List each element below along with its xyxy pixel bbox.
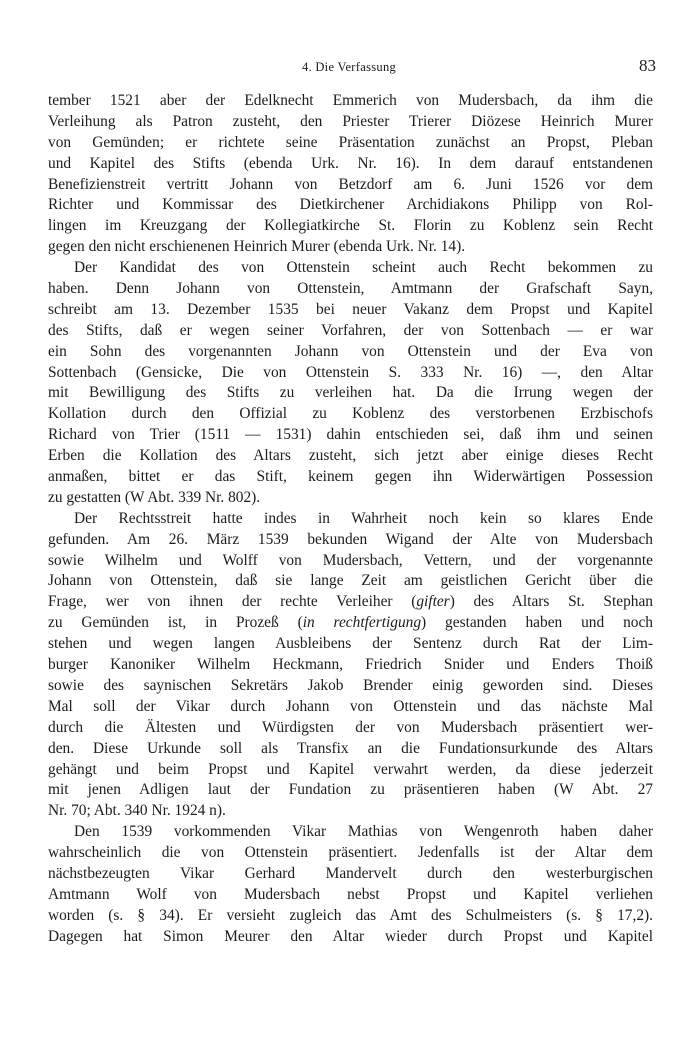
text-line: Sottenbach (Gensicke, Die von Ottenstein S. 333 Nr. 16) —, den Altar — [48, 363, 653, 381]
text-line: des Stifts, daß er wegen seiner Vorfahren, der von Sottenbach — er war — [48, 321, 653, 339]
text-line: Frage, wer von ihnen der rechte Verleiher (gifter) des Altars St. Stephan — [48, 593, 653, 611]
body-text — [48, 91, 653, 948]
text-line: ein Sohn des vorgenannten Johann von Ottenstein und der Eva von — [48, 342, 653, 360]
text-line: Richter und Kommissar des Dietkirchener Archidiakons Philipp von Rol- — [48, 196, 653, 214]
text-line: schreibt am 13. Dezember 1535 bei neuer Vakanz dem Propst und Kapitel — [48, 300, 653, 318]
text-line: Der Kandidat des von Ottenstein scheint auch Recht bekommen zu — [74, 259, 653, 277]
text-line: durch die Ältesten und Würdigsten der von Mudersbach präsentiert wer- — [48, 718, 653, 736]
text-line: sowie Wilhelm und Wolff von Mudersbach, Vettern, und der vorgenannte — [48, 551, 653, 569]
text-line: gehängt und beim Propst und Kapitel verwahrt werden, da diese jederzeit — [48, 760, 653, 778]
page-number: 83 — [639, 56, 656, 75]
text-line: Richard von Trier (1511 — 1531) dahin entschieden sei, daß ihm und seinen — [48, 426, 653, 444]
text-line: den. Diese Urkunde soll als Transfix an die Fundationsurkunde des Altars — [48, 739, 653, 757]
text-line: mit Bewilligung des Stifts zu verleihen hat. Da die Irrung wegen der — [48, 384, 653, 402]
text-line: Verleihung als Patron zusteht, den Priester Trierer Diözese Heinrich Murer — [48, 112, 653, 130]
text-line: nächstbezeugten Vikar Gerhard Mandervelt durch den westerburgischen — [48, 864, 653, 882]
text-line: gefunden. Am 26. März 1539 bekunden Wigand der Alte von Mudersbach — [48, 530, 653, 548]
text-line: lingen im Kreuzgang der Kollegiatkirche St. Florin zu Koblenz sein Recht — [48, 217, 653, 235]
text-line: sowie des saynischen Sekretärs Jakob Brender einig geworden sind. Dieses — [48, 676, 653, 694]
text-line: und Kapitel des Stifts (ebenda Urk. Nr. 16). In dem darauf entstandenen — [48, 154, 653, 172]
running-header — [42, 56, 656, 80]
text-line: zu gestatten (W Abt. 339 Nr. 802). — [48, 488, 261, 506]
text-line: worden (s. § 34). Er versieht zugleich das Amt des Schulmeisters (s. § 17,2). — [48, 906, 653, 924]
text-line: Der Rechtsstreit hatte indes in Wahrheit noch kein so klares Ende — [74, 509, 653, 527]
text-line: gegen den nicht erschienenen Heinrich Murer (ebenda Urk. Nr. 14). — [48, 238, 466, 256]
text-line: Nr. 70; Abt. 340 Nr. 1924 n). — [48, 802, 226, 820]
text-line: zu Gemünden ist, in Prozeß (in rechtfertigung) gestanden haben und noch — [48, 614, 653, 632]
italic-term: gifter — [416, 593, 450, 611]
text-line: wahrscheinlich die von Ottenstein präsentiert. Jedenfalls ist der Altar dem — [48, 844, 653, 862]
text-line: Kollation durch den Offizial zu Koblenz des verstorbenen Erzbischofs — [48, 405, 653, 423]
text-line: Den 1539 vorkommenden Vikar Mathias von Wengenroth haben daher — [74, 823, 653, 841]
text-line: Mal soll der Vikar durch Johann von Ottenstein und das nächste Mal — [48, 697, 653, 715]
text-line: burger Kanoniker Wilhelm Heckmann, Friedrich Snider und Enders Thoiß — [48, 656, 653, 674]
text-line: Amtmann Wolf von Mudersbach nebst Propst und Kapitel verliehen — [48, 885, 653, 903]
text-line: von Gemünden; er richtete seine Präsentation zunächst an Propst, Pleban — [48, 133, 653, 151]
text-line: stehen und wegen langen Ausbleibens der Sentenz durch Rat der Lim- — [48, 635, 653, 653]
text-line: Johann von Ottenstein, daß sie lange Zeit am geistlichen Gericht über die — [48, 572, 653, 590]
italic-term: in rechtfertigung — [302, 614, 422, 632]
text-line: Erben die Kollation des Altars zusteht, sich jetzt aber einige dieses Recht — [48, 447, 653, 465]
text-line: haben. Denn Johann von Ottenstein, Amtmann der Grafschaft Sayn, — [48, 280, 653, 298]
text-line: Dagegen hat Simon Meurer den Altar wieder durch Propst und Kapitel — [48, 927, 653, 945]
text-line: Benefizienstreit vertritt Johann von Betzdorf am 6. Juni 1526 vor dem — [48, 175, 653, 193]
text-line: tember 1521 aber der Edelknecht Emmerich von Mudersbach, da ihm die — [48, 92, 653, 109]
section-title: 4. Die Verfassung — [301, 60, 397, 74]
text-line: anmaßen, bittet er das Stift, keinem gegen ihn Widerwärtigen Possession — [48, 468, 653, 486]
text-line: mit jenen Adligen laut der Fundation zu präsentieren haben (W Abt. 27 — [48, 781, 653, 799]
